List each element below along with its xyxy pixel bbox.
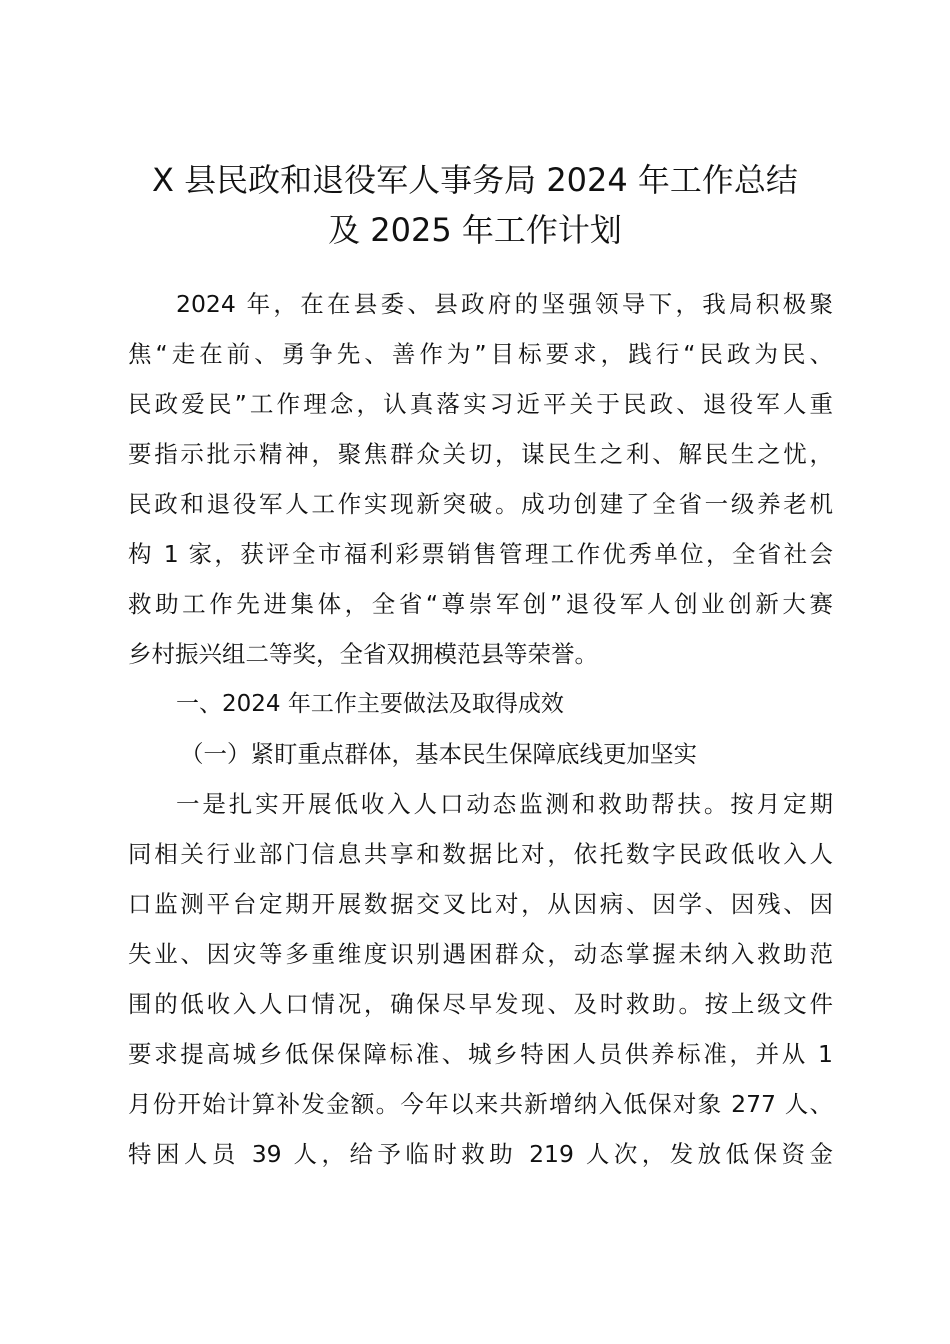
body-line-5: 围的低收入人口情况，确保尽早发现、及时救助。按上级文件 (128, 990, 833, 1018)
body-line-7: 月份开始计算补发金额。今年以来共新增纳入低保对象 277 人、 (128, 1090, 833, 1118)
body-line-2: 同相关行业部门信息共享和数据比对，依托数字民政低收入人 (128, 840, 833, 868)
intro-line-4: 要指示批示精神，聚焦群众关切，谋民生之利、解民生之忧， (128, 440, 833, 468)
intro-line-3: 民政爱民”工作理念，认真落实习近平关于民政、退役军人重 (128, 390, 833, 418)
document-title-line-2: 及 2025 年工作计划 (328, 211, 622, 249)
intro-line-8: 乡村振兴组二等奖，全省双拥模范县等荣誉。 (128, 640, 598, 668)
body-line-3: 口监测平台定期开展数据交叉比对，从因病、因学、因残、因 (128, 890, 833, 918)
body-line-4: 失业、因灾等多重维度识别遇困群众，动态掌握未纳入救助范 (128, 940, 833, 968)
body-line-1: 一是扎实开展低收入人口动态监测和救助帮扶。按月定期 (176, 790, 833, 818)
subsection-heading: （一）紧盯重点群体，基本民生保障底线更加坚实 (180, 740, 697, 768)
intro-line-1: 2024 年，在在县委、县政府的坚强领导下，我局积极聚 (176, 290, 833, 318)
intro-line-2: 焦“走在前、勇争先、善作为”目标要求，践行“民政为民、 (128, 340, 833, 368)
body-line-8: 特困人员 39 人，给予临时救助 219 人次，发放低保资金 (128, 1140, 833, 1168)
document-title-line-1: X 县民政和退役军人事务局 2024 年工作总结 (152, 161, 798, 199)
intro-line-5: 民政和退役军人工作实现新突破。成功创建了全省一级养老机 (128, 490, 833, 518)
section-heading: 一、2024 年工作主要做法及取得成效 (176, 691, 564, 717)
intro-line-7: 救助工作先进集体，全省“尊崇军创”退役军人创业创新大赛 (128, 590, 833, 618)
intro-line-6: 构 1 家，获评全市福利彩票销售管理工作优秀单位，全省社会 (128, 540, 833, 568)
body-line-6: 要求提高城乡低保保障标准、城乡特困人员供养标准，并从 1 (128, 1040, 833, 1068)
